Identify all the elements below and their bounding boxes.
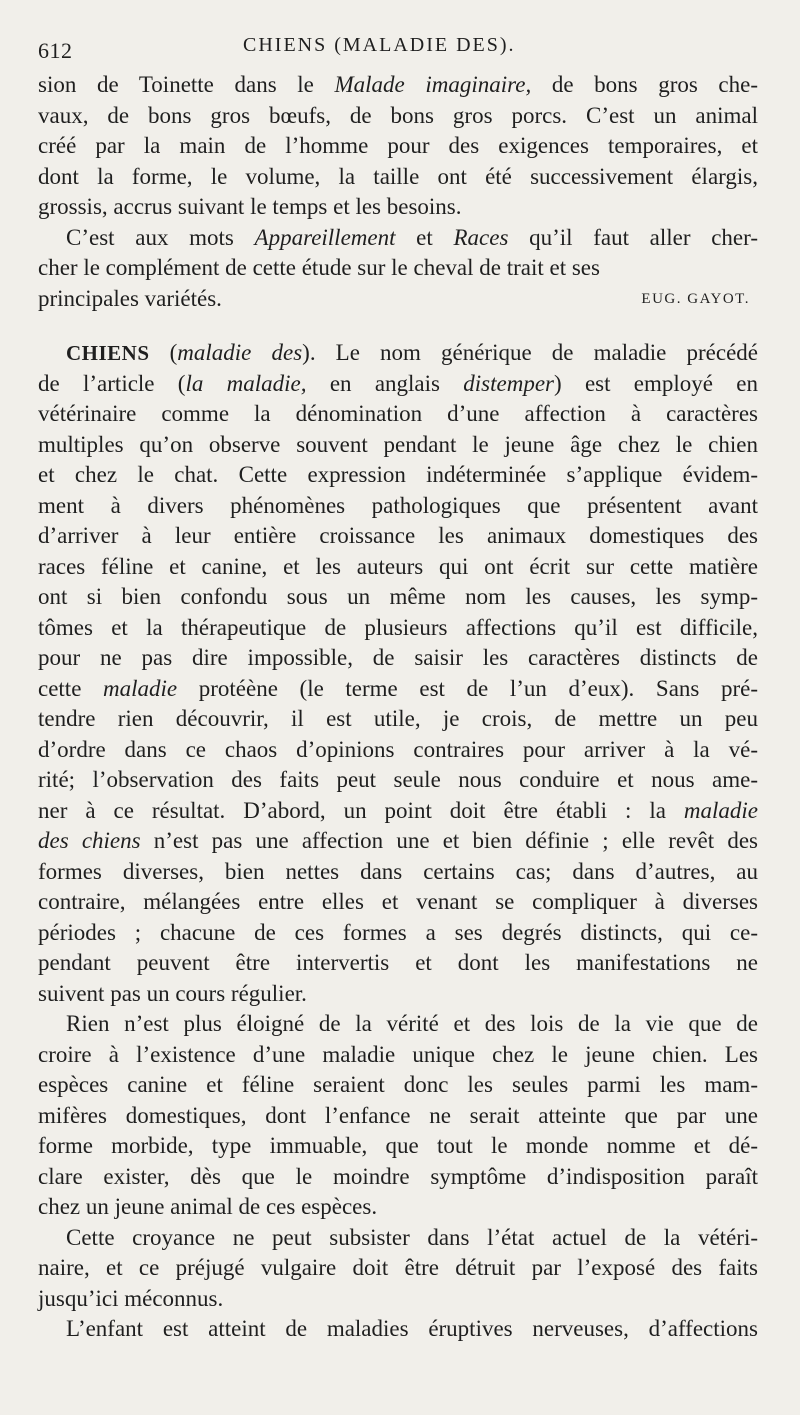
previous-article-ending bbox=[38, 70, 758, 314]
text-line: sion de Toinette dans le Malade imaginaire, de bons gros che- bbox=[38, 72, 758, 97]
text-line: formes diverses, bien nettes dans certains cas; dans d’autres, au bbox=[38, 858, 758, 884]
text-line: vétérinaire comme la dénomination d’une affection à caractères bbox=[38, 401, 758, 426]
page-header bbox=[38, 18, 758, 70]
paragraph-3 bbox=[38, 1223, 758, 1315]
text-line: clare exister, dès que le moindre symptôme d’indisposition paraît bbox=[38, 1163, 758, 1189]
page-number: 612 bbox=[38, 38, 73, 63]
text-line: Rien n’est plus éloigné de la vérité et des lois de la vie que de bbox=[66, 1011, 758, 1036]
text-line: forme morbide, type immuable, que tout le monde nomme et dé- bbox=[38, 1133, 758, 1158]
italic-term: Appareillement bbox=[254, 224, 396, 250]
italic-term: maladie bbox=[683, 797, 758, 823]
text-line: de l’article (la maladie, en anglais distemper) est employé en bbox=[38, 370, 758, 396]
paragraph-4 bbox=[38, 1314, 758, 1345]
italic-term: maladie bbox=[103, 675, 178, 701]
italic-term: des chiens bbox=[38, 828, 141, 853]
text-line: Cette croyance ne peut subsister dans l’état actuel de la vétéri- bbox=[66, 1224, 758, 1250]
article-chiens bbox=[38, 338, 758, 1345]
text-line: ment à divers phénomènes pathologiques que présentent avant bbox=[38, 492, 758, 518]
text-line: cette maladie protéène (le terme est de l’un d’eux). Sans pré- bbox=[38, 675, 759, 701]
text-line: croire à l’existence d’une maladie unique chez le jeune chien. Les bbox=[38, 1041, 758, 1067]
text-line: pour ne pas dire impossible, de saisir les caractères distincts de bbox=[38, 645, 758, 670]
text-line: pendant peuvent être intervertis et dont les manifestations ne bbox=[38, 950, 758, 975]
italic-term: la maladie, bbox=[185, 370, 307, 396]
text-line: tômes et la thérapeutique de plusieurs affections qu’il est difficile, bbox=[38, 614, 758, 640]
closing-text: principales variétés. bbox=[38, 285, 222, 311]
text-line: tendre rien découvrir, il est utile, je crois, de mettre un peu bbox=[38, 706, 758, 731]
paragraph-prev-2 bbox=[38, 223, 758, 284]
text-line: d’ordre dans ce chaos d’opinions contraires pour arriver à la vé- bbox=[38, 736, 758, 762]
closing-line bbox=[38, 284, 758, 315]
text-line: créé par la main de l’homme pour des exigences temporaires, et bbox=[38, 133, 758, 158]
text-line: C’est aux mots Appareillement et Races qu’il faut aller cher- bbox=[66, 224, 758, 250]
text-line: L’enfant est atteint de maladies éruptives nerveuses, d’affections bbox=[66, 1316, 758, 1341]
italic-term: Races bbox=[453, 224, 509, 250]
paragraph-1 bbox=[38, 338, 758, 1009]
author-signature: EUG. GAYOT. bbox=[641, 290, 750, 307]
text-line: multiples qu’on observe souvent pendant le jeune âge chez le chien bbox=[38, 431, 758, 457]
text-line: CHIENS (maladie des). Le nom générique de maladie précédé bbox=[66, 340, 758, 365]
running-head: CHIENS (MALADIE DES). bbox=[243, 34, 516, 56]
text-line: ner à ce résultat. D’abord, un point doit être établi : la maladie bbox=[38, 797, 758, 823]
text-line: races féline et canine, et les auteurs qui ont écrit sur cette matière bbox=[38, 553, 758, 579]
paragraph-2 bbox=[38, 1009, 758, 1223]
text-line: espèces canine et féline seraient donc les seules parmi les mam- bbox=[38, 1072, 758, 1097]
text-line: dont la forme, le volume, la taille ont été successivement élargis, bbox=[38, 163, 758, 189]
paragraph-prev-1 bbox=[38, 70, 758, 223]
italic-term: maladie des bbox=[177, 340, 303, 365]
article-headword: CHIENS bbox=[66, 341, 150, 365]
text-line: contraire, mélangées entre elles et venant se compliquer à diverses bbox=[38, 889, 758, 914]
text-line: d’arriver à leur entière croissance les animaux domestiques des bbox=[38, 523, 758, 548]
text-line: rité; l’observation des faits peut seule nous conduire et nous ame- bbox=[38, 767, 758, 792]
text-line: et chez le chat. Cette expression indéterminée s’applique évidem- bbox=[38, 462, 758, 487]
italic-term: distemper bbox=[463, 370, 554, 396]
text-line: périodes ; chacune de ces formes a ses degrés distincts, qui ce- bbox=[38, 919, 758, 945]
text-line: jusqu’ici méconnus. bbox=[38, 1285, 224, 1311]
text-line: suivent pas un cours régulier. bbox=[38, 980, 307, 1006]
text-line: grossis, accrus suivant le temps et les besoins. bbox=[38, 194, 462, 219]
text-line: vaux, de bons gros bœufs, de bons gros porcs. C’est un animal bbox=[38, 102, 758, 128]
text-line: des chiens n’est pas une affection une et bien définie ; elle revêt des bbox=[38, 828, 758, 853]
text-line: cher le complément de cette étude sur le cheval de trait et ses bbox=[38, 255, 600, 280]
text-line: ont si bien confondu sous un même nom les causes, les symp- bbox=[38, 584, 758, 609]
text-line: chez un jeune animal de ces espèces. bbox=[38, 1194, 378, 1219]
text-line: naire, et ce préjugé vulgaire doit être détruit par l’exposé des faits bbox=[38, 1255, 758, 1280]
text-line: mifères domestiques, dont l’enfance ne serait atteinte que par une bbox=[38, 1102, 758, 1128]
italic-term: Malade imaginaire, bbox=[334, 72, 532, 97]
